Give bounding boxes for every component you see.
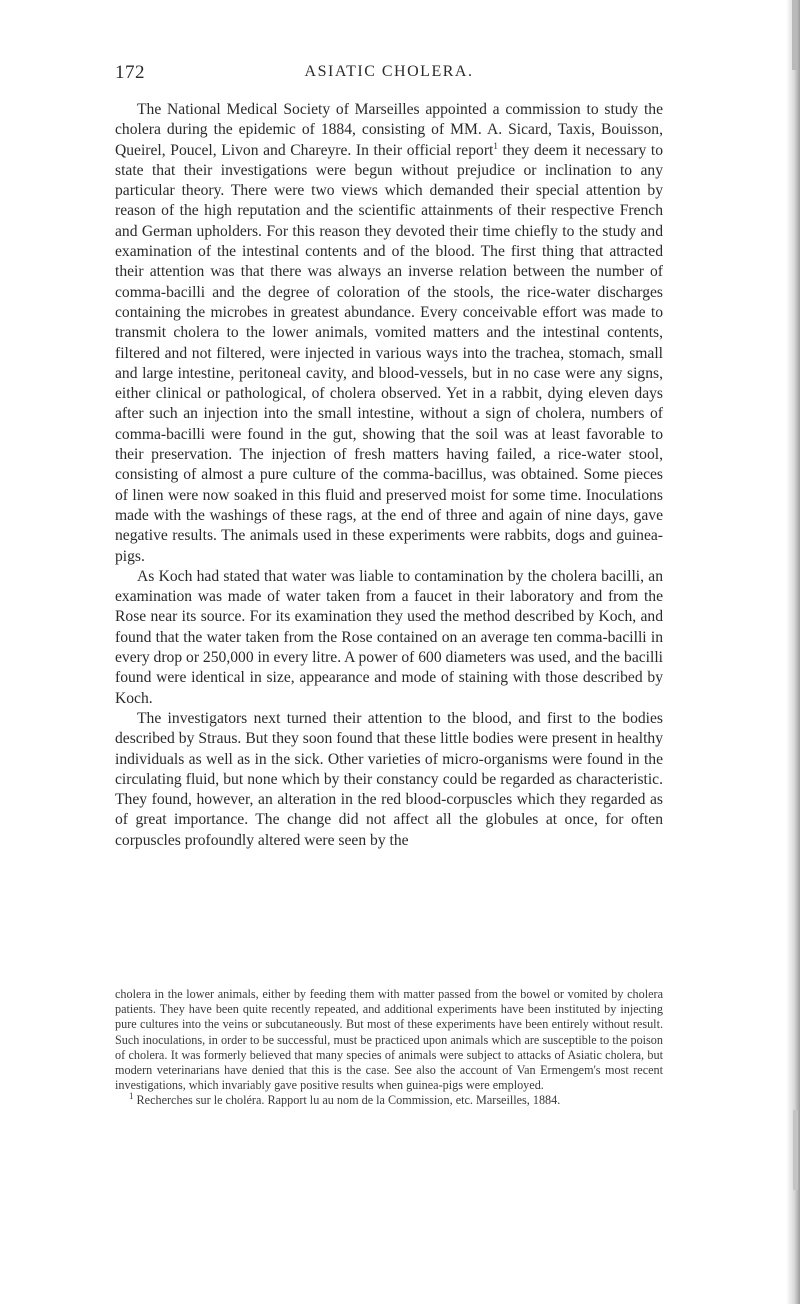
main-text [115,100,663,851]
paragraph-text: they deem it necessary to state that their investigations were begun without prejudice or inclination to any particular theory. There were two views which demanded their special attention by reason of the high reputation and the scientific attainments of their respective French and German upholders. For this reason they devoted their time chiefly to the study and examination of the intestinal contents and of the blood. The first thing that attracted their attention was that there was always an inverse relation between the number of comma-bacilli and the degree of coloration of the stools, the rice-water discharges containing the microbes in greatest abundance. Every conceivable effort was made to transmit cholera to the lower animals, vomited matters and the intestinal contents, filtered and not filtered, were injected in various ways into the trachea, stomach, small and large intestine, peritoneal cavity, and blood-vessels, but in no case were any signs, either clinical or pathological, of cholera observed. Yet in a rabbit, dying eleven days after such an injection into the small intestine, without a sign of cholera, numbers of comma-bacilli were found in the gut, showing that the soil was at least favorable to their preservation. The injection of fresh matters having failed, a rice-water stool, consisting of almost a pure culture of the comma-bacillus, was obtained. Some pieces of linen were now soaked in this fluid and preserved moist for some time. Inoculations made with the washings of these rags, at the end of three and again of nine days, gave negative results. The animals used in these experiments were rabbits, dogs and guinea-pigs. [115,141,664,565]
running-head: ASIATIC CHOLERA. [304,63,474,80]
paragraph-blood: The investigators next turned their attention to the blood, and first to the bodies described by Straus. But they soon found that these little bodies were present in healthy individuals as well as in the sick. Other varieties of micro-organisms were found in the circulating fluid, but none which by their constancy could be regarded as characteristic. They found, however, an alteration in the red blood-corpuscles which they regarded as of great importance. The change did not affect all the globules at once, for often corpuscles profoundly altered were seen by the [115,709,663,849]
paragraph-commission [115,100,663,567]
paragraph-text: The National Medical Society of Marseilles appointed a commission to study the cholera during the epidemic of 1884, consisting of MM. A. Sicard, Taxis, Bouisson, Queirel, Poucel, Livon and Chareyre. In their official report [115,101,663,159]
footnote-reference: 1 [493,140,498,151]
footnote-1 [115,1093,663,1108]
paragraph-water: As Koch had stated that water was liable to contamination by the cholera bacilli, an examination was made of water taken from a faucet in their laboratory and from the Rose near its source. For its examination they used the method described by Koch, and found that the water taken from the Rose contained on an average ten comma-bacilli in every drop or 250,000 in every litre. A power of 600 diameters was used, and the bacilli found were identical in size, appearance and mode of staining with those described by Koch. [115,567,663,707]
footnotes [115,987,663,1109]
page-header [115,62,663,86]
footnote-marker: 1 [129,1091,134,1102]
page-edge-mark [792,0,797,70]
page-edge-mark [793,1110,798,1190]
page-number: 172 [115,62,145,83]
footnote-text: Recherches sur le choléra. Rapport lu au nom de la Commission, etc. Marseilles, 1884. [133,1093,561,1108]
footnote-continued: cholera in the lower animals, either by feeding them with matter passed from the bowel or vomited by cholera patients. They have been quite recently repeated, and additional experiments have been instituted by injecting pure cultures into the veins or subcutaneously. But most of these experiments have been entirely without result. Such inoculations, in order to be successful, must be practiced upon animals which are susceptible to the poison of cholera. It was formerly believed that many species of animals were subject to attacks of Asiatic cholera, but modern veterinarians have denied that this is the case. See also the account of Van Ermengem's most recent investigations, which invariably gave positive results when guinea-pigs were employed. [115,987,663,1093]
page-edge-shadow [786,0,800,1304]
